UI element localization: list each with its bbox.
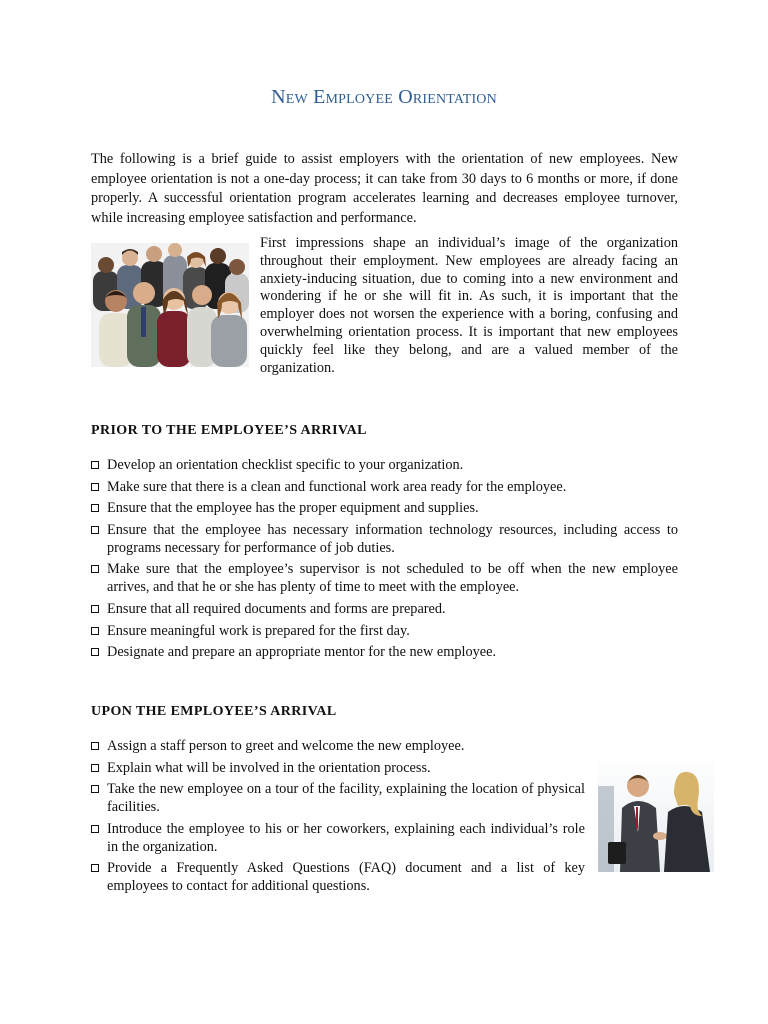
- checkbox-icon: [91, 504, 99, 512]
- checkbox-icon: [91, 627, 99, 635]
- checklist-item-text: Develop an orientation checklist specific to your organization.: [107, 457, 464, 473]
- page-title: New Employee Orientation: [271, 86, 497, 108]
- checklist-item: [91, 478, 678, 496]
- checklist-item-text: Explain what will be involved in the orientation process.: [107, 759, 431, 776]
- checkbox-icon: [91, 565, 99, 573]
- checkbox-icon: [91, 526, 99, 534]
- checklist-item: [91, 456, 678, 474]
- checklist-item: [91, 780, 585, 816]
- prior-checklist: [91, 456, 678, 665]
- checkbox-icon: [91, 461, 99, 469]
- checkbox-icon: [91, 864, 99, 872]
- checkbox-icon: [91, 742, 99, 750]
- checklist-item-text: Ensure that the employee has necessary information technology resources, including access to programs necessary for performance of job duties.: [107, 521, 678, 556]
- checklist-item: [91, 820, 585, 856]
- checklist-item: [91, 499, 678, 517]
- handshake-photo: [598, 750, 714, 872]
- checklist-item: [91, 737, 585, 755]
- group-photo: [91, 243, 249, 367]
- checkbox-icon: [91, 764, 99, 772]
- checklist-item-text: Ensure that all required documents and forms are prepared.: [107, 600, 446, 617]
- upon-heading: UPON THE EMPLOYEE’S ARRIVAL: [91, 704, 337, 719]
- impressions-paragraph: First impressions shape an individual’s image of the organization throughout their employment. New employees are already facing an anxiety-inducing situation, due to coming into a new environment and wondering if he or she will fit in. As such, it is important that the employer does not worsen the experience with a boring, confusing and overwhelming orientation process. It is important that new employees quickly feel like they belong, and are a valued member of the organization.: [260, 235, 678, 376]
- handshake-icon: [653, 832, 667, 840]
- checklist-item: [91, 643, 678, 661]
- checklist-item: [91, 759, 585, 777]
- checklist-item: [91, 622, 678, 640]
- checkbox-icon: [91, 825, 99, 833]
- checklist-item: [91, 859, 585, 895]
- checklist-item-text: Take the new employee on a tour of the facility, explaining the location of physical facilities.: [107, 781, 585, 816]
- checkbox-icon: [91, 648, 99, 656]
- checkbox-icon: [91, 605, 99, 613]
- checklist-item-text: Make sure that there is a clean and functional work area ready for the employee.: [107, 478, 567, 495]
- checklist-item-text: Assign a staff person to greet and welcome the new employee.: [107, 738, 465, 754]
- checklist-item-text: Make sure that the employee’s supervisor is not scheduled to be off when the new employee arrives, and that he or she has plenty of time to meet with the employee.: [107, 561, 678, 596]
- checklist-item-text: Provide a Frequently Asked Questions (FAQ) document and a list of key employees to contact for additional questions.: [107, 860, 585, 895]
- checklist-item-text: Designate and prepare an appropriate mentor for the new employee.: [107, 644, 497, 661]
- checklist-item: [91, 560, 678, 596]
- checklist-item-text: Introduce the employee to his or her coworkers, explaining each individual’s role in the organization.: [107, 820, 585, 855]
- checklist-item: [91, 600, 678, 618]
- upon-checklist: [91, 737, 585, 899]
- intro-paragraph: The following is a brief guide to assist employers with the orientation of new employees. New employee orientation is not a one-day process; it can take from 30 days to 6 months or more, if done properly. A successful orientation program accelerates learning and decreases employee turnover, while increasing employee satisfaction and performance.: [91, 151, 678, 226]
- checklist-item-text: Ensure that the employee has the proper equipment and supplies.: [107, 500, 479, 517]
- checkbox-icon: [91, 483, 99, 491]
- checkbox-icon: [91, 785, 99, 793]
- prior-heading: PRIOR TO THE EMPLOYEE’S ARRIVAL: [91, 423, 367, 438]
- checklist-item-text: Ensure meaningful work is prepared for the first day.: [107, 622, 410, 639]
- checklist-item: [91, 521, 678, 557]
